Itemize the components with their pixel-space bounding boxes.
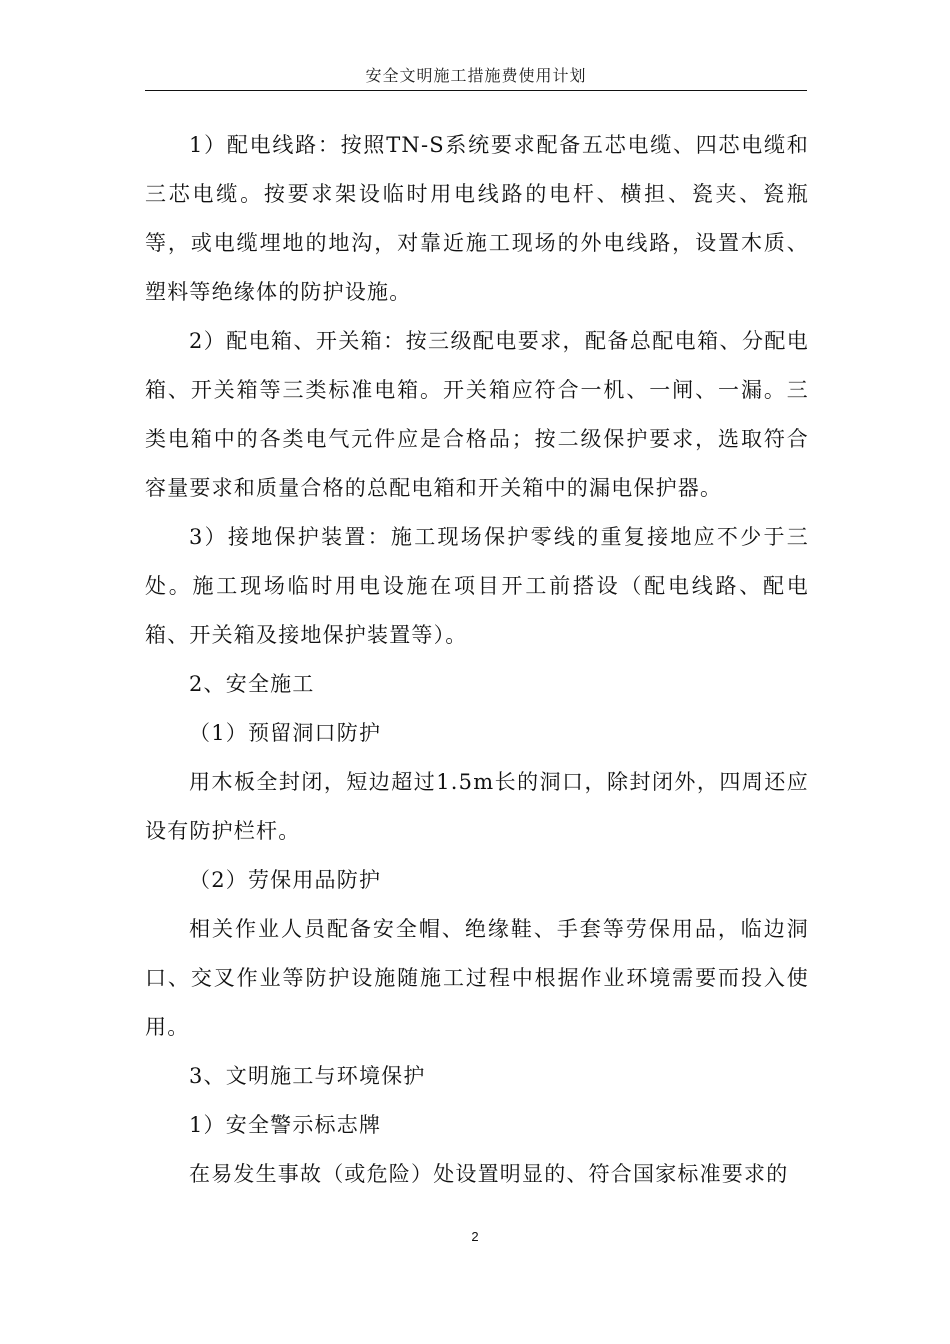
paragraph-opening-protection: 用木板全封闭，短边超过1.5m长的洞口，除封闭外，四周还应设有防护栏杆。	[145, 770, 809, 843]
page-header-title: 安全文明施工措施费使用计划	[365, 66, 587, 85]
document-body	[145, 121, 809, 1199]
header-divider	[145, 90, 807, 91]
paragraph-distribution-boxes: 2）配电箱、开关箱：按三级配电要求，配备总配电箱、分配电箱、开关箱等三类标准电箱。开关箱应符合一机、一闸、一漏。三类电箱中的各类电气元件应是合格品；按二级保护要求，选取符合容量要求和质量合格的总配电箱和开关箱中的漏电保护器。	[145, 329, 809, 500]
subheading-warning-signs: 1）安全警示标志牌	[189, 1113, 382, 1137]
subheading-opening-protection: （1）预留洞口防护	[189, 721, 382, 745]
paragraph-power-lines: 1）配电线路：按照TN-S系统要求配备五芯电缆、四芯电缆和三芯电缆。按要求架设临时用电线路的电杆、横担、瓷夹、瓷瓶等，或电缆埋地的地沟，对靠近施工现场的外电线路，设置木质、塑料等绝缘体的防护设施。	[145, 133, 809, 304]
section-heading-safe-construction: 2、安全施工	[189, 672, 315, 696]
subheading-ppe-protection: （2）劳保用品防护	[189, 868, 382, 892]
section-heading-civilized-construction: 3、文明施工与环境保护	[189, 1064, 426, 1088]
page-number: 2	[471, 1229, 479, 1244]
paragraph-grounding: 3）接地保护装置：施工现场保护零线的重复接地应不少于三处。施工现场临时用电设施在项目开工前搭设（配电线路、配电箱、开关箱及接地保护装置等）。	[145, 525, 809, 647]
paragraph-ppe-protection: 相关作业人员配备安全帽、绝缘鞋、手套等劳保用品，临边洞口、交叉作业等防护设施随施工过程中根据作业环境需要而投入使用。	[145, 917, 809, 1039]
paragraph-warning-signs: 在易发生事故（或危险）处设置明显的、符合国家标准要求的	[189, 1162, 789, 1186]
